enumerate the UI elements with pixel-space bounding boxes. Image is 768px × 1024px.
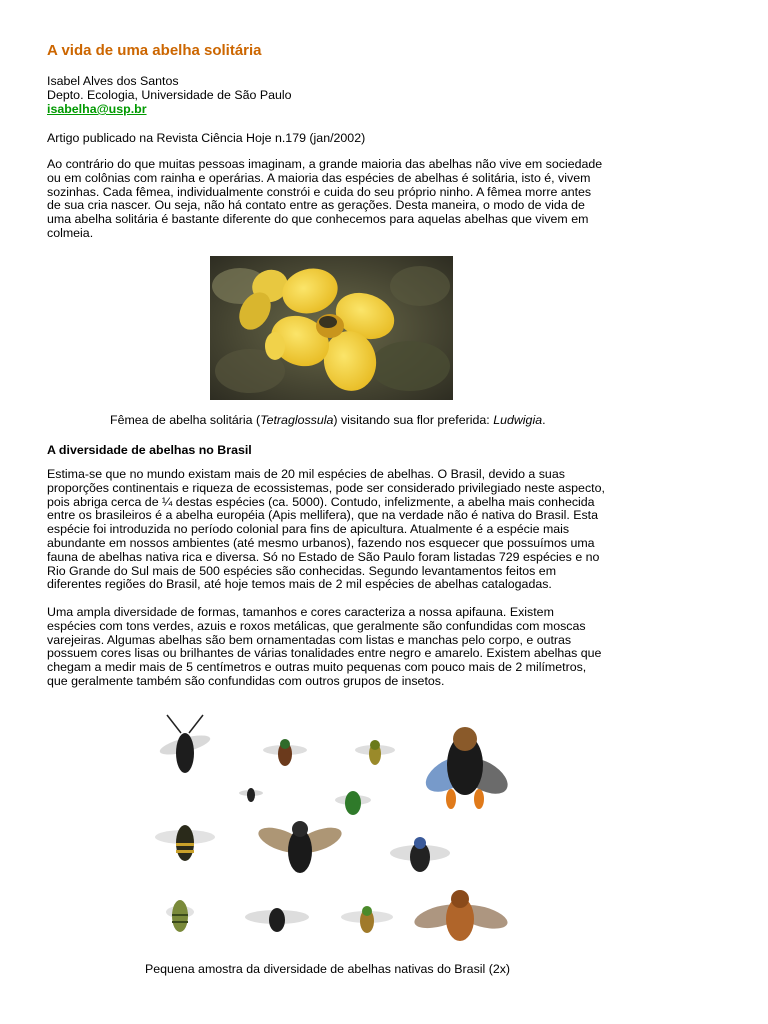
text-line: espécie foi introduzida no período colonial para fins de apicultura. Atualmente é a espécie mais bbox=[47, 522, 570, 537]
text-line: entre os brasileiros é a abelha européia (Apis mellifera), que na verdade não é nativa do Brasil. Esta bbox=[47, 508, 599, 523]
text-line: uma abelha solitária é bastante diferente do que conhecemos para aquelas abelhas que vivem em bbox=[47, 212, 589, 227]
text-line: colmeia. bbox=[47, 225, 94, 240]
bee-icon bbox=[355, 740, 395, 765]
article-title: A vida de uma abelha solitária bbox=[47, 42, 262, 59]
publication-note: Artigo publicado na Revista Ciência Hoje n.179 (jan/2002) bbox=[47, 131, 366, 145]
author-email-link[interactable]: isabelha@usp.br bbox=[47, 102, 147, 116]
caption-genus: Tetraglossula bbox=[260, 413, 334, 427]
bee-icon bbox=[158, 715, 212, 773]
author-name: Isabel Alves dos Santos bbox=[47, 74, 179, 88]
bee-icon bbox=[245, 908, 309, 932]
diversity-paragraph-1 bbox=[47, 468, 627, 592]
text-line: varejeiras. Algumas abelhas são bem ornamentadas com listas e manchas pelo corpo, e outras bbox=[47, 632, 572, 647]
text-line: chegam a medir mais de 5 centímetros e outras muito pequenas com pouco mais de 2 milímetros, bbox=[47, 660, 587, 675]
text-line: de sua cria nascer. Ou seja, não há contato entre as gerações. Desta maneira, o modo de vida de bbox=[47, 198, 585, 213]
bee-icon bbox=[263, 739, 307, 766]
bee-icon bbox=[341, 906, 393, 933]
bee-icon bbox=[335, 791, 371, 815]
diversity-paragraph-2 bbox=[47, 606, 627, 689]
text-line: pois abriga cerca de ¼ destas espécies (ca. 5000). Contudo, infelizmente, a abelha mais conhecida bbox=[47, 494, 595, 509]
flower-photo bbox=[210, 256, 453, 400]
bee-icon bbox=[390, 837, 450, 872]
text-line: Ao contrário do que muitas pessoas imaginam, a grande maioria das abelhas não vive em sociedade bbox=[47, 157, 603, 171]
author-affiliation: Depto. Ecologia, Universidade de São Paulo bbox=[47, 88, 292, 102]
text-line: fauna de abelhas nativa rica e diversa. Só no Estado de São Paulo foram listadas 729 espécies e no bbox=[47, 549, 600, 564]
text-line: Uma ampla diversidade de formas, tamanhos e cores caracteriza a nossa apifauna. Existem bbox=[47, 605, 554, 619]
bees-photo bbox=[145, 705, 530, 950]
bee-icon bbox=[255, 821, 345, 873]
text-line: espécies com tons verdes, azuis e roxos metálicas, que geralmente são confundidas com moscas bbox=[47, 618, 586, 633]
caption-text: ) visitando sua flor preferida: bbox=[333, 413, 494, 427]
flower-caption bbox=[110, 413, 546, 427]
intro-paragraph bbox=[47, 158, 627, 241]
text-line: proporções continentais e riqueza de ecossistemas, pode ser considerado privilegiado neste aspecto, bbox=[47, 480, 605, 495]
bee-icon bbox=[420, 727, 514, 809]
caption-plant: Ludwigia bbox=[493, 413, 543, 427]
text-line: abundante em nossos ambientes (até mesmo urbanos), fazendo nos esquecer que possuímos uma bbox=[47, 535, 595, 550]
caption-text: . bbox=[542, 413, 546, 427]
text-line: ou em colônias com rainha e operárias. A maioria das espécies de abelhas é solitária, isto é, vivem bbox=[47, 170, 591, 185]
bee-icon bbox=[166, 900, 194, 932]
bee-icon bbox=[239, 788, 263, 802]
caption-text: Fêmea de abelha solitária ( bbox=[110, 413, 261, 427]
text-line: possuem cores lisas ou brilhantes de várias tonalidades entre negro e amarelo. Existem abelhas que bbox=[47, 646, 602, 661]
text-line: diferentes regiões do Brasil, até hoje temos mais de 2 mil espécies de abelhas catalogadas. bbox=[47, 577, 552, 592]
author-block bbox=[47, 74, 292, 116]
bee-icon bbox=[412, 890, 510, 941]
section-heading: A diversidade de abelhas no Brasil bbox=[47, 443, 252, 457]
bees-caption: Pequena amostra da diversidade de abelhas nativas do Brasil (2x) bbox=[145, 962, 511, 976]
bee-icon bbox=[155, 825, 215, 861]
text-line: sozinhas. Cada fêmea, individualmente constrói e cuida do seu próprio ninho. A fêmea morre antes bbox=[47, 184, 592, 199]
text-line: Estima-se que no mundo existam mais de 20 mil espécies de abelhas. O Brasil, devido a suas bbox=[47, 467, 565, 481]
text-line: que geralmente também são confundidas com outros grupos de insetos. bbox=[47, 673, 445, 688]
text-line: Rio Grande do Sul mais de 500 espécies são conhecidas. Segundo levantamentos feitos em bbox=[47, 563, 557, 578]
